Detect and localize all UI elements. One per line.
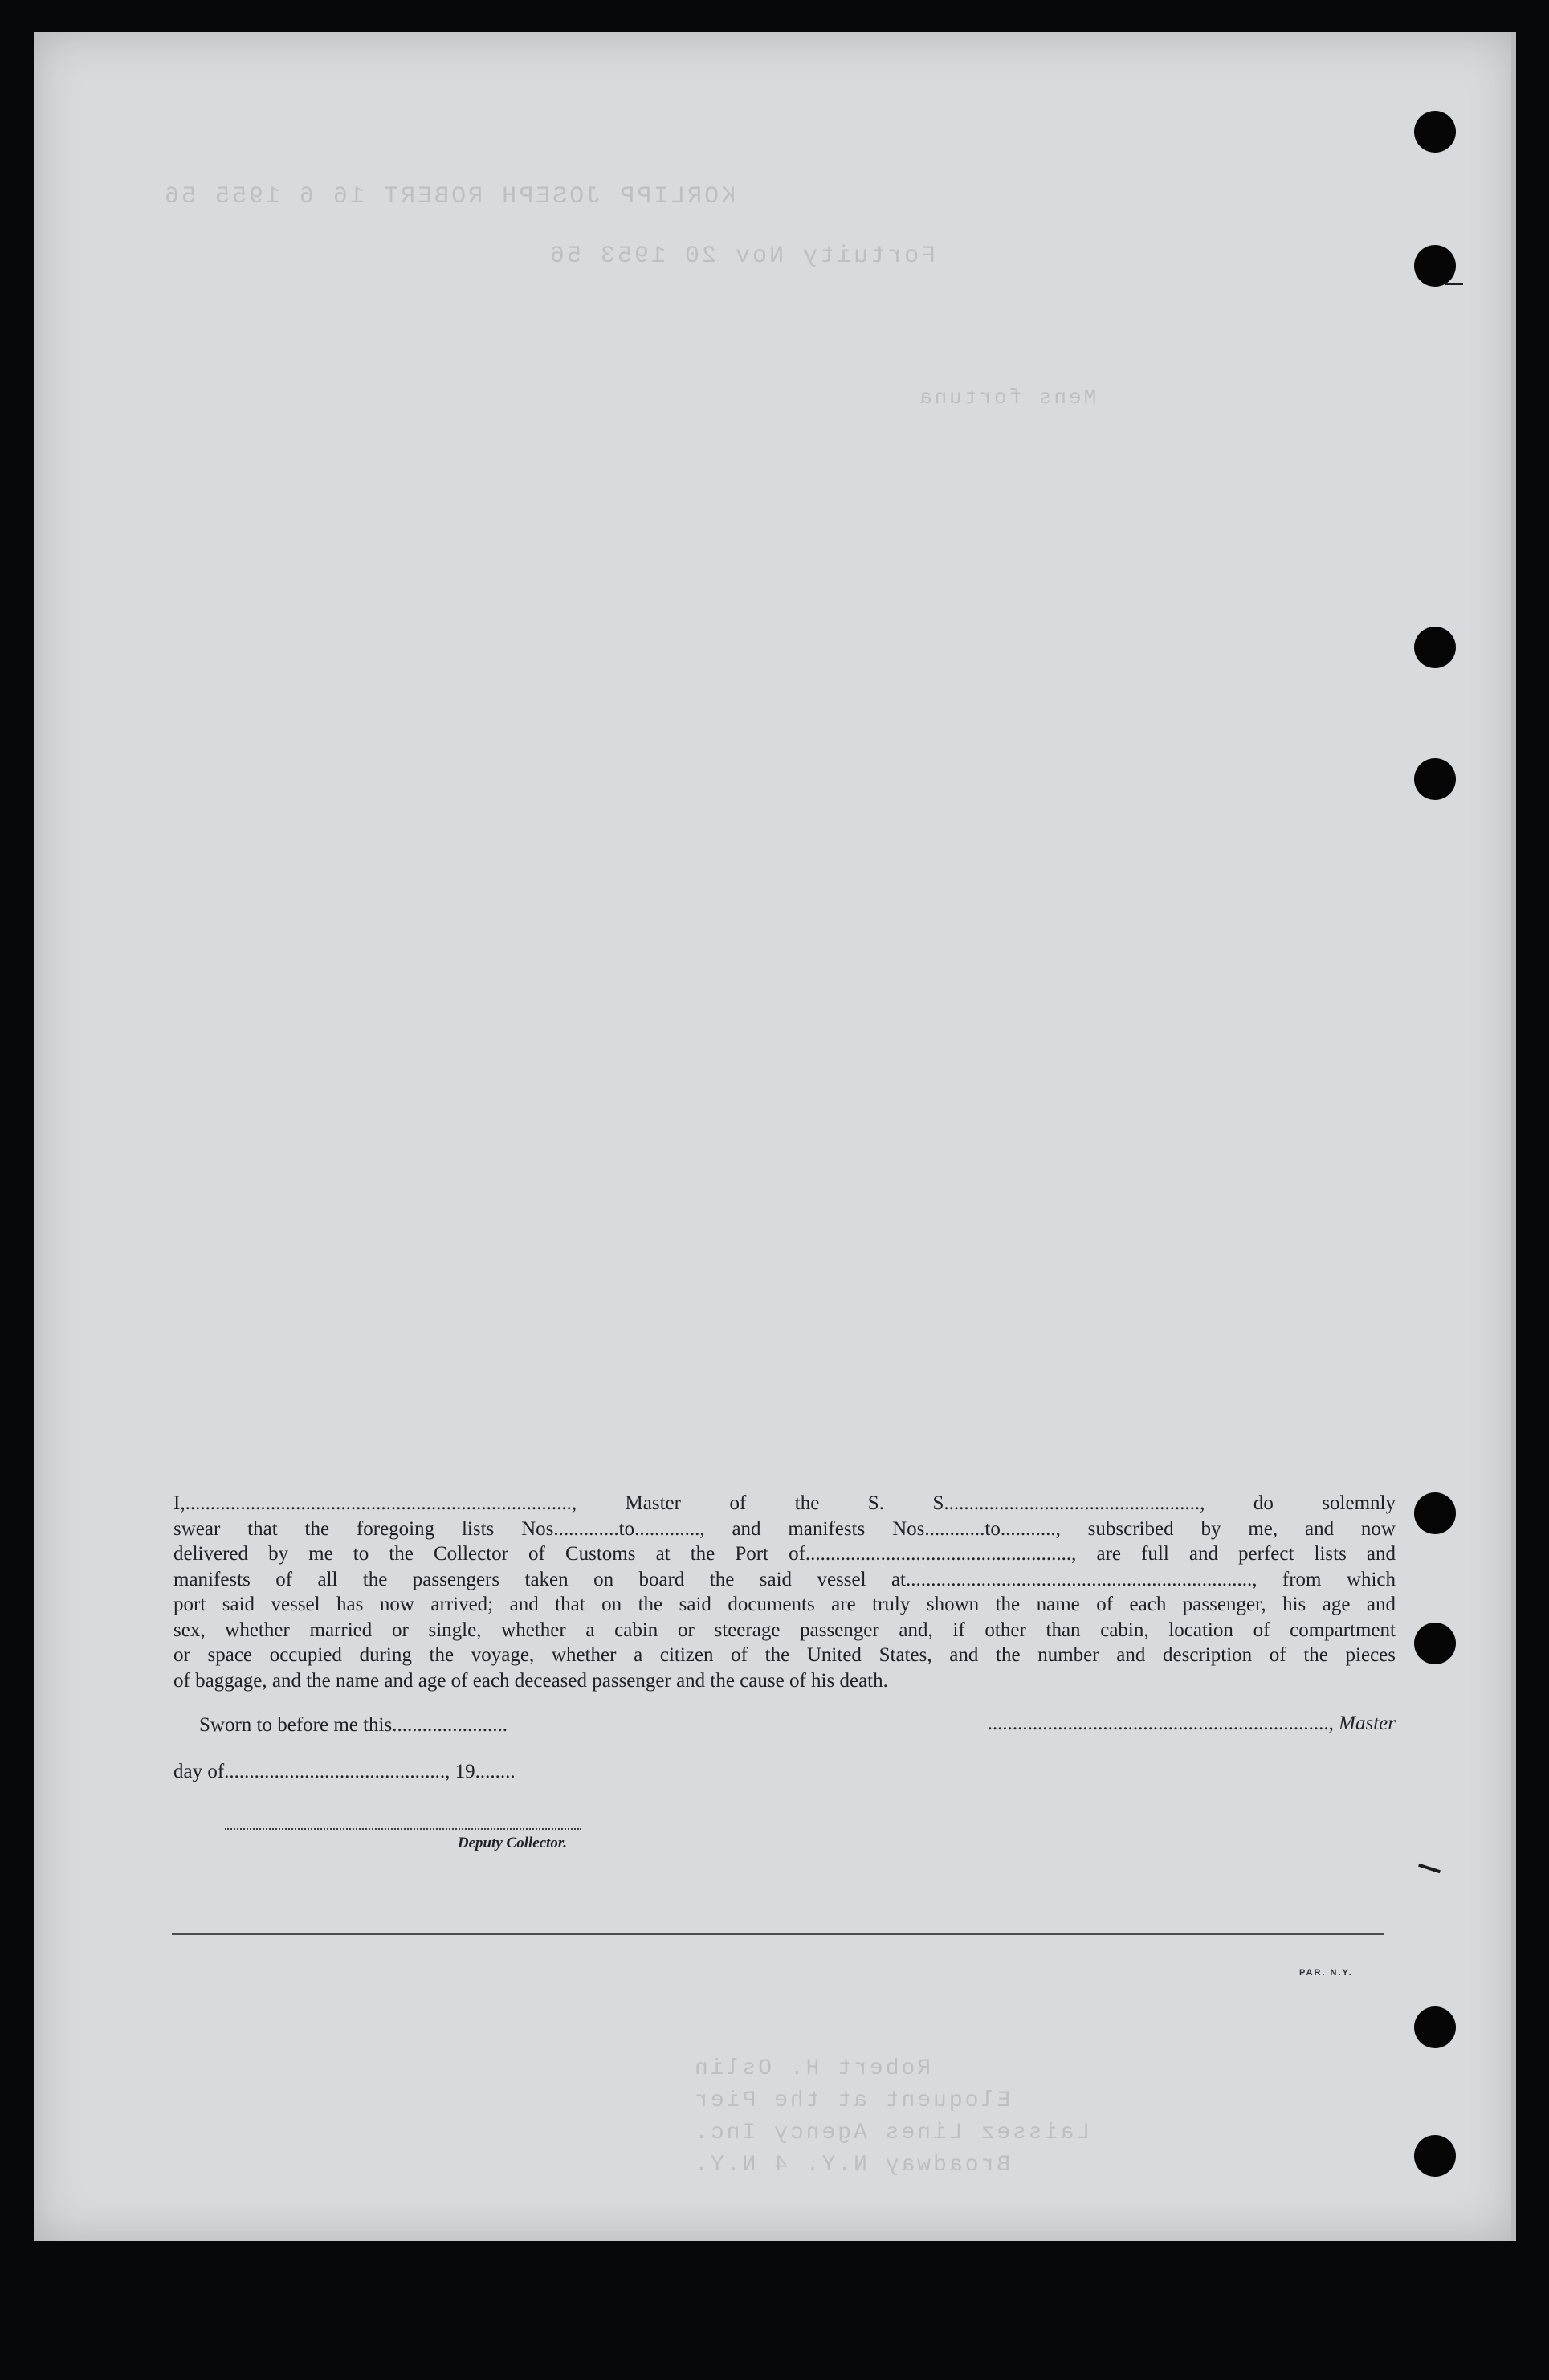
master-signature-dots: ....................................................................,	[987, 1713, 1334, 1734]
bleed-through-text: Fortuity Nov 20 1953 56	[548, 243, 936, 270]
binder-hole	[1414, 2006, 1456, 2048]
oath-line: or space occupied during the voyage, whether a citizen of the United States, and the number and description of the pieces	[173, 1644, 1396, 1666]
deputy-collector-label: Deputy Collector.	[457, 1835, 567, 1851]
bleed-through-text: Mens fortuna	[917, 386, 1097, 410]
oath-line: of baggage, and the name and age of each deceased passenger and the cause of his death.	[173, 1669, 888, 1692]
oath-line: delivered by me to the Collector of Customs at the Port of....................................................., are full and perfect lists and	[173, 1543, 1396, 1565]
oath-line: sex, whether married or single, whether a cabin or steerage passenger and, if other than cabin, location of compartment	[173, 1619, 1396, 1641]
scan-mark	[1445, 283, 1463, 285]
oath-line: I,............................................................................., Master of the S. S..................................................., do solemnly	[173, 1492, 1396, 1514]
day-line: day of............................................, 19........	[173, 1761, 516, 1782]
binder-hole	[1414, 111, 1456, 153]
master-label: Master	[1339, 1713, 1396, 1734]
sworn-before-line	[173, 1713, 591, 1738]
binder-hole	[1414, 245, 1456, 287]
binder-hole	[1414, 1492, 1456, 1534]
master-signature-line	[893, 1713, 1396, 1735]
sworn-text: Sworn to before me this.......................	[199, 1714, 508, 1736]
bleed-through-text: Robert H. Oslin	[692, 2056, 931, 2081]
bleed-through-text: KORLIPP JOSEPH ROBERT 16 6 1955 56	[162, 183, 736, 210]
bleed-through-text: Laissez Lines Agency Inc.	[692, 2121, 1090, 2145]
binder-hole	[1414, 1623, 1456, 1664]
horizontal-rule	[172, 1933, 1384, 1935]
binder-hole	[1414, 758, 1456, 800]
binder-hole	[1414, 2135, 1456, 2177]
printer-mark: PAR. N.Y.	[1299, 1968, 1353, 1978]
oath-line: port said vessel has now arrived; and that on the said documents are truly shown the name of each passenger, his age and	[173, 1594, 1396, 1615]
master-oath-paragraph	[173, 1491, 1396, 1693]
binder-hole	[1414, 627, 1456, 668]
bleed-through-text: Eloquent at the Pier	[692, 2088, 1011, 2113]
bleed-through-text: Broadway N.Y. 4 N.Y.	[692, 2153, 1011, 2178]
document-page	[34, 32, 1516, 2241]
oath-line: swear that the foregoing lists Nos.............to............., and manifests Nos............to..........., subscribed by me, and now	[173, 1517, 1396, 1540]
deputy-signature-line	[225, 1828, 581, 1830]
oath-line: manifests of all the passengers taken on board the said vessel at....................................................................., from which	[173, 1568, 1396, 1590]
